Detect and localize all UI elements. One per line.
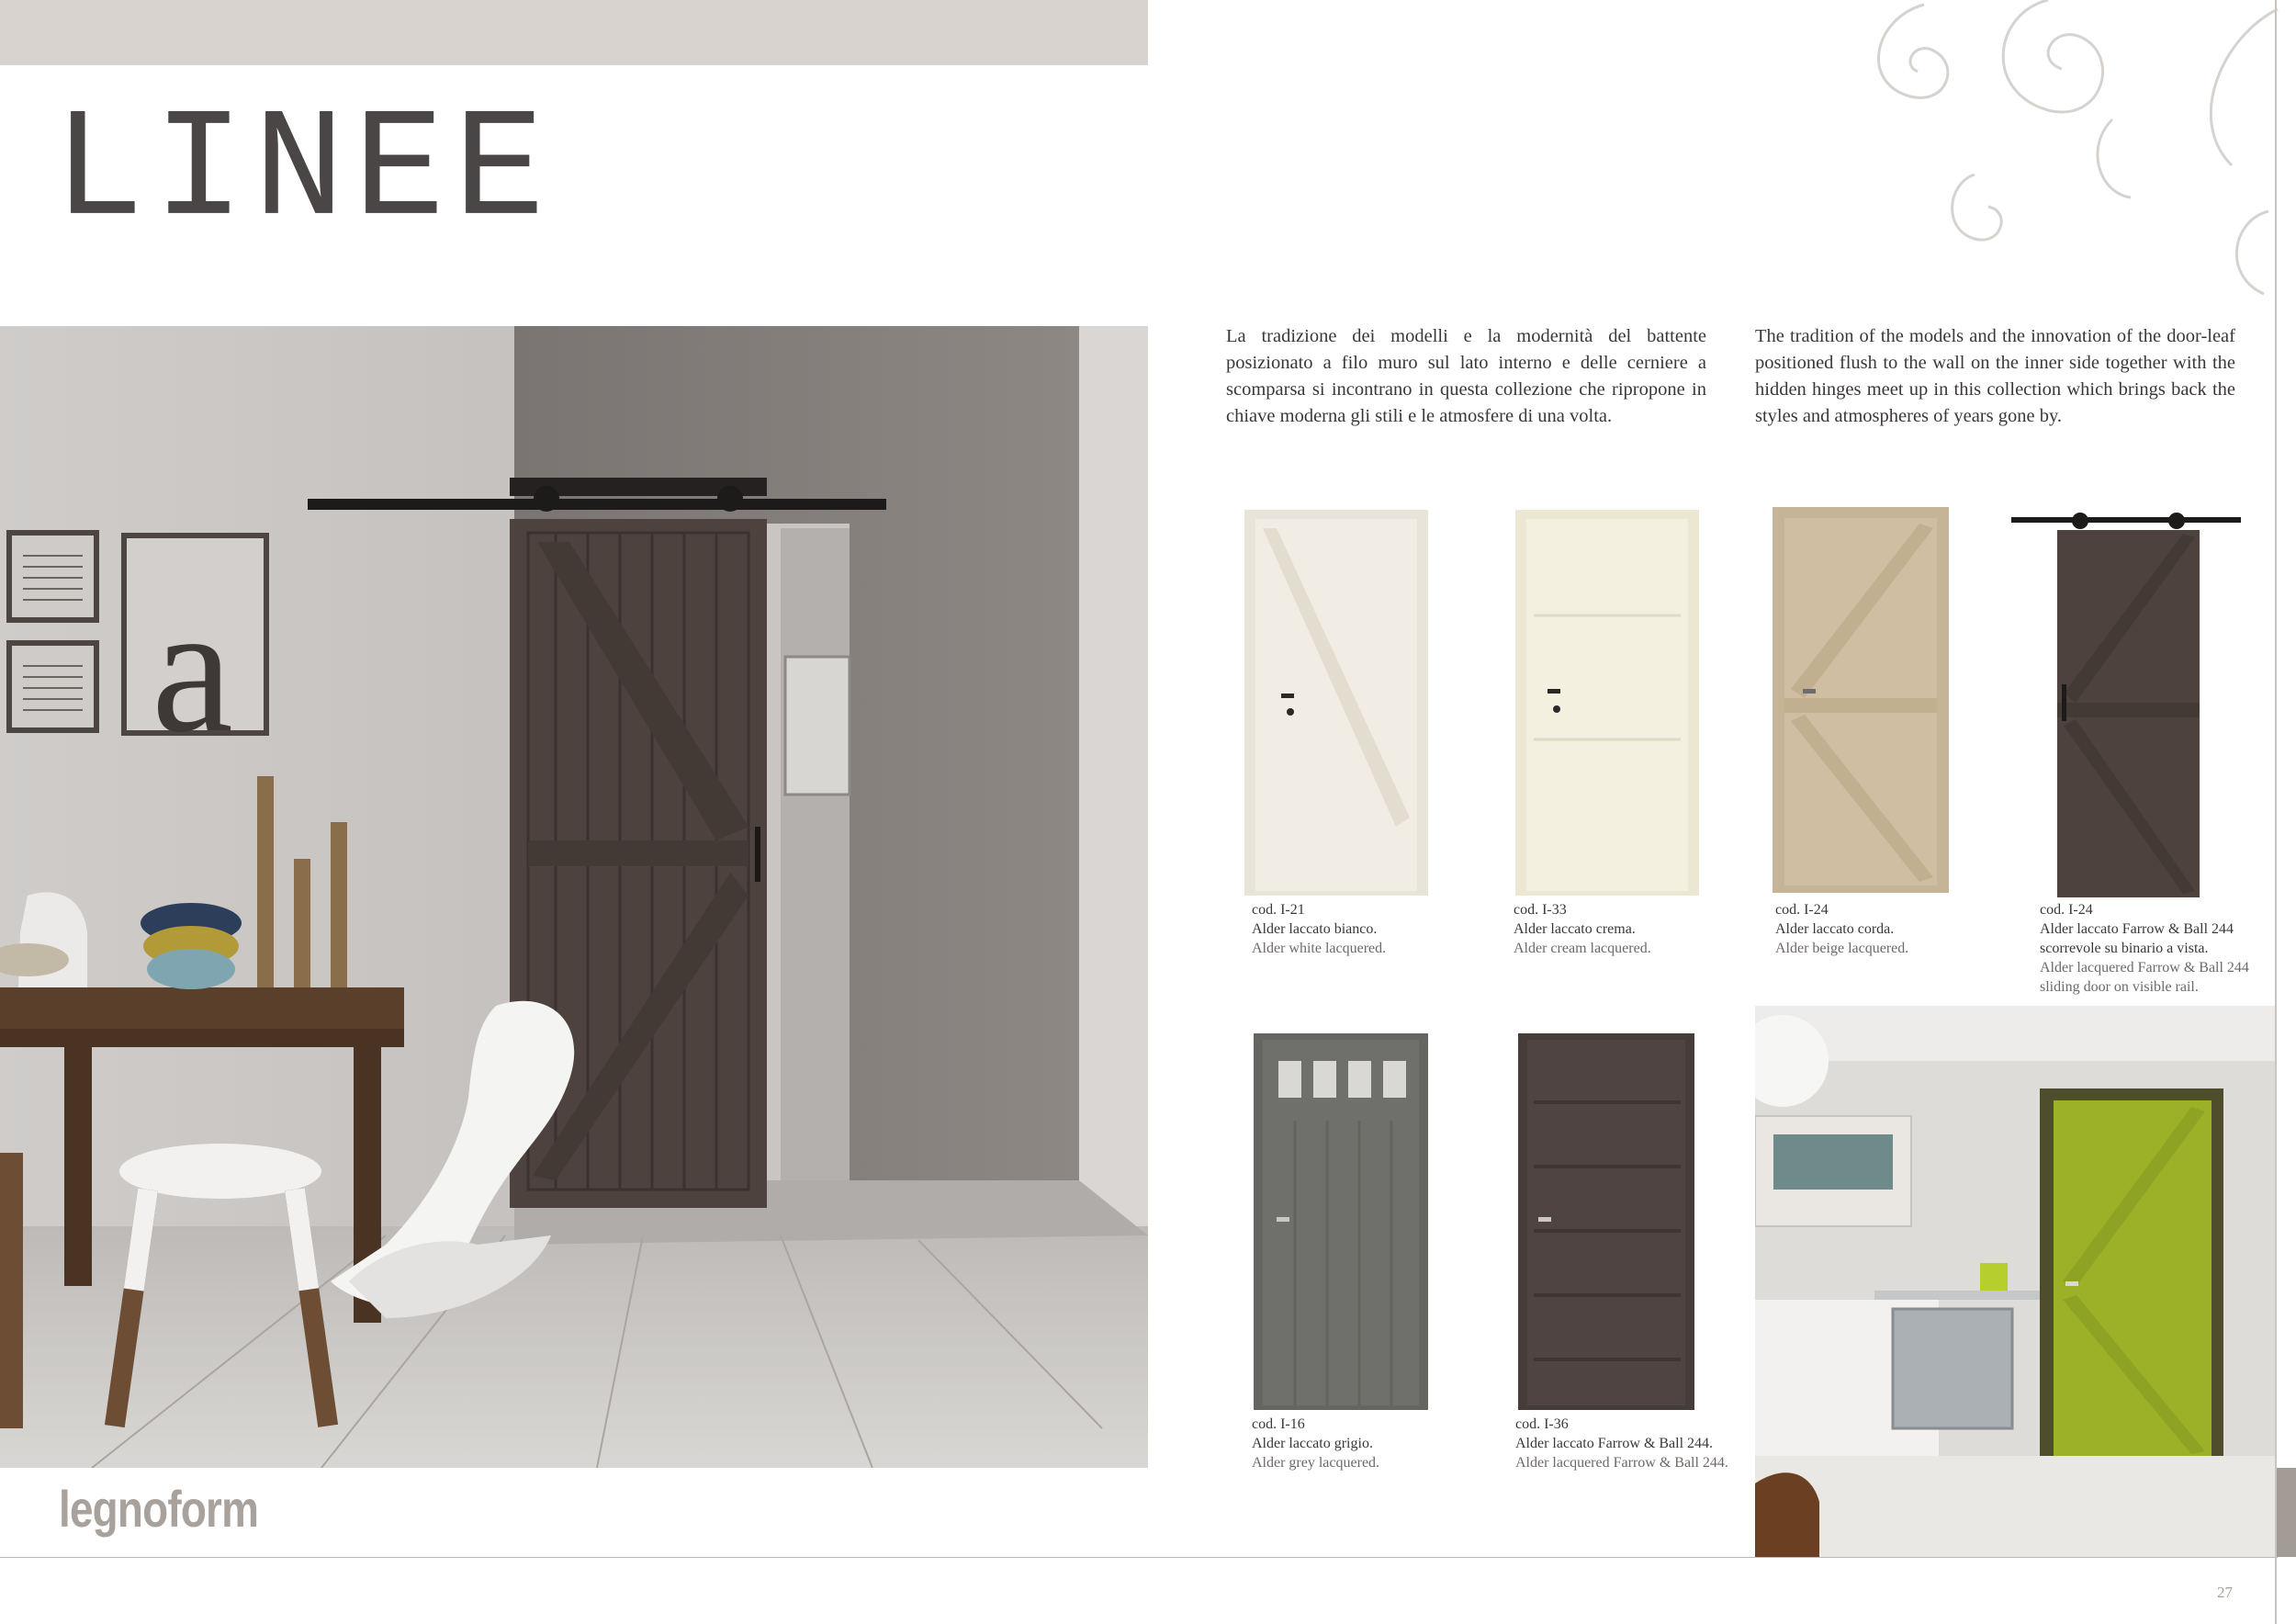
page-edge-rule [2275, 0, 2277, 1624]
door-desc-en: Alder lacquered Farrow & Ball 244. [1515, 1455, 1728, 1471]
door-code: cod. I-33 [1514, 902, 1567, 918]
door-I33-caption [1514, 900, 1716, 958]
page-title: LINEE [53, 85, 555, 260]
door-desc-en: Alder white lacquered. [1252, 941, 1387, 956]
door-I24-caption [1775, 900, 1977, 958]
door-I21-caption [1252, 900, 1435, 958]
intro-english: The tradition of the models and the innovation of the door-leaf positioned flush to the wall on the inner side together with the hidden hinges meet up in this collection which brings back the styles and atmospheres of years gone by. [1755, 326, 2235, 426]
door-I24-image [1768, 505, 1970, 909]
door-desc-en: Alder grey lacquered. [1252, 1455, 1380, 1471]
intro-italian: La tradizione dei modelli e la modernità del battente posizionato a filo muro sul lato interno e delle cerniere a scomparsa si incontrano in questa collezione che ripropone in chiave moderna gli stili e le atmosfere di una volta. [1226, 326, 1706, 426]
door-I21-image [1235, 505, 1437, 909]
door-desc-it: Alder laccato crema. [1514, 921, 1636, 937]
kitchen-illustration [1755, 1006, 2275, 1557]
top-color-band [0, 0, 1148, 65]
door-desc-it: Alder laccato corda. [1775, 921, 1895, 937]
door-I33-image [1506, 505, 1708, 909]
door-desc-it: Alder laccato Farrow & Ball 244. [1515, 1436, 1714, 1451]
decorative-swirls [1837, 0, 2296, 321]
door-desc-en: Alder lacquered Farrow & Ball 244 sliding door on visible rail. [2040, 960, 2249, 995]
door-I16-image [1244, 1029, 1446, 1433]
door-I24-sliding-image [2007, 510, 2245, 900]
interior-photo [0, 326, 1148, 1468]
poster-letter: a [152, 568, 233, 771]
brand-logo: legnoform [59, 1480, 259, 1538]
page-number: 27 [2217, 1584, 2233, 1601]
page-edge-tab [2277, 1468, 2296, 1557]
door-desc-it: Alder laccato bianco. [1252, 921, 1378, 937]
door-I24-sliding-caption [2040, 900, 2260, 997]
door-desc-it: Alder laccato grigio. [1252, 1436, 1373, 1451]
interior-illustration [0, 326, 1148, 1468]
door-code: cod. I-36 [1515, 1416, 1569, 1432]
door-I16-caption [1252, 1415, 1435, 1472]
door-I36-caption [1515, 1415, 1736, 1472]
door-code: cod. I-16 [1252, 1416, 1305, 1432]
door-desc-en: Alder beige lacquered. [1775, 941, 1909, 956]
door-code: cod. I-21 [1252, 902, 1305, 918]
door-desc-en: Alder cream lacquered. [1514, 941, 1651, 956]
footer-rule [0, 1557, 2278, 1558]
door-desc-it: Alder laccato Farrow & Ball 244 scorrevole su binario a vista. [2040, 921, 2234, 956]
door-code: cod. I-24 [2040, 902, 2093, 918]
door-code: cod. I-24 [1775, 902, 1829, 918]
door-I36-image [1511, 1029, 1713, 1433]
kitchen-photo [1755, 1006, 2275, 1557]
